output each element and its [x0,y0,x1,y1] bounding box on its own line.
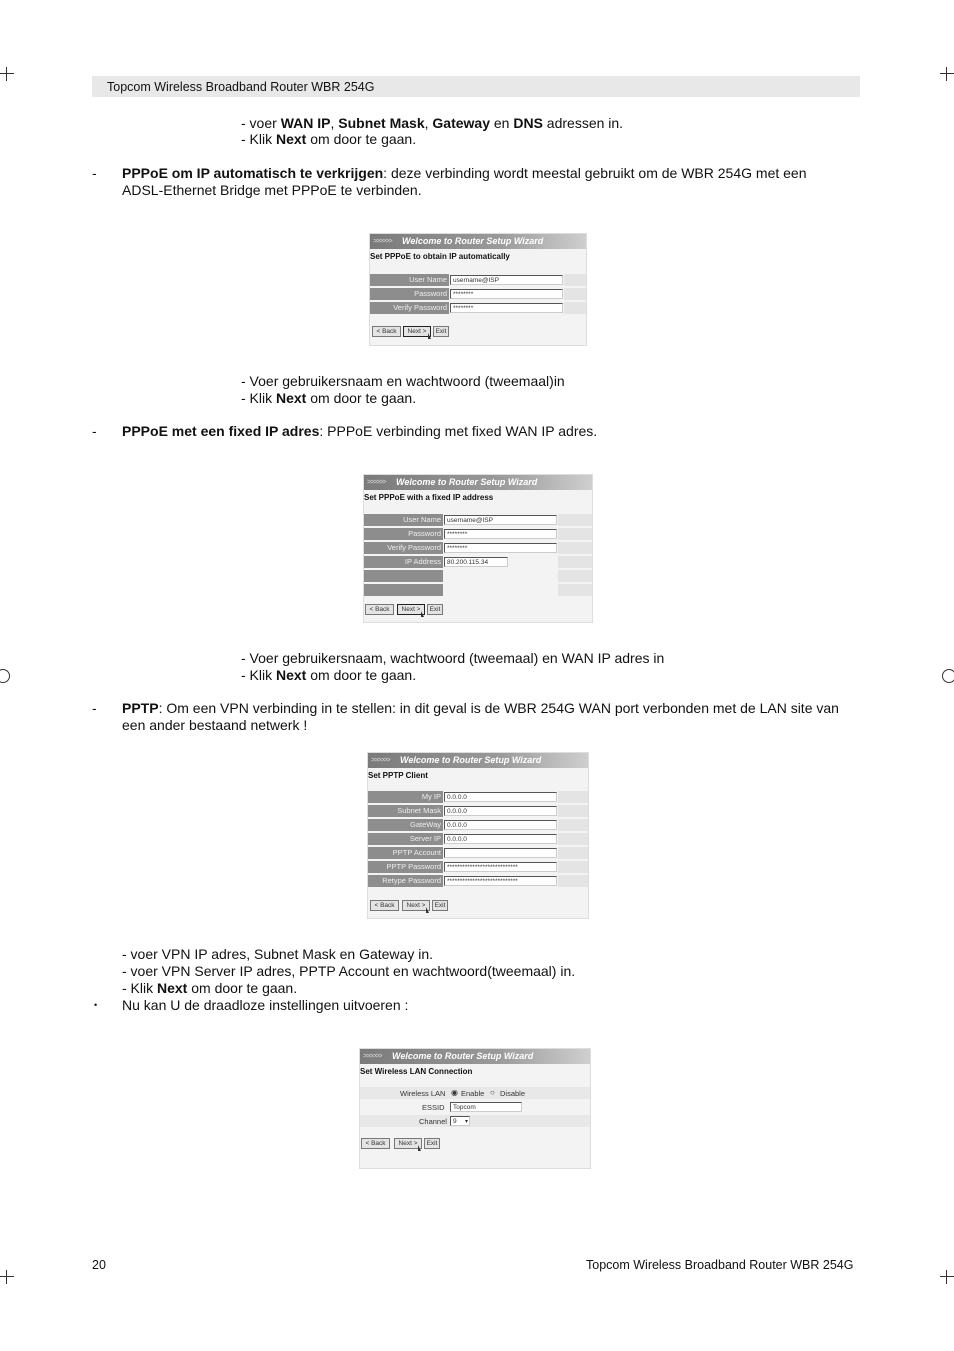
text: om door te gaan. [306,667,417,683]
empty-row [364,584,592,596]
pppoe-auto-line-1 [122,165,807,182]
field-label: IP Address [364,556,443,568]
bold-text: Next [276,667,307,683]
next-button[interactable]: Next > [402,900,430,911]
bold-text: Next [276,390,307,406]
radio-checked-icon[interactable]: ◉ [451,1088,458,1097]
empty-label [364,570,443,582]
text: om door te gaan. [306,131,417,147]
next-button[interactable]: Next > [403,326,431,337]
text: - voer [241,115,281,131]
intro-line-1 [241,115,623,132]
section-title: Set PPPoE to obtain IP automatically [370,252,510,261]
field-label: My IP [368,791,443,803]
wlan-label: Wireless LAN [400,1089,446,1098]
disable-label: Disable [500,1089,526,1098]
empty-label [364,584,443,596]
field-label: User Name [370,274,449,286]
field-label: User Name [364,514,443,526]
subnet-mask-field[interactable]: 0.0.0.0 [444,806,557,816]
wizard-banner: >>>>>> Welcome to Router Setup Wizard [370,234,586,249]
form-row [370,288,586,300]
section-title: Set Wireless LAN Connection [360,1067,473,1076]
text: - Klik [122,980,157,996]
empty-row [364,570,592,582]
radio-unchecked-icon[interactable]: ○ [490,1088,495,1097]
banner-title: Welcome to Router Setup Wizard [402,236,544,246]
server-ip-field[interactable]: 0.0.0.0 [444,834,557,844]
mouse-cursor-icon [428,333,431,339]
wireless-line: Nu kan U de draadloze instellingen uitvoeren : [122,997,409,1013]
wlan-row [360,1087,590,1099]
text: en [489,115,514,131]
pptp-after-1: - voer VPN IP adres, Subnet Mask en Gateway in. [122,946,434,962]
bold-text: Gateway [432,115,490,131]
list-bullet: • [94,1000,98,1010]
wizard-banner: >>>>>> Welcome to Router Setup Wizard [368,753,588,768]
form-row [368,833,588,845]
banner-title: Welcome to Router Setup Wizard [400,755,542,765]
text: : deze verbinding wordt meestal gebruikt om de WBR 254G met een [383,165,807,181]
text: : Om een VPN verbinding in te stellen: in dit geval is de WBR 254G WAN port verbonden met de LAN site van [158,700,839,716]
crop-mark-bottom-right [940,1270,954,1284]
bold-text: WAN IP [280,115,331,131]
retype-password-field[interactable]: **************************** [444,876,557,886]
row-filler [558,875,588,887]
bold-text: PPPoE om IP automatisch te verkrijgen [122,165,384,181]
essid-label: ESSID [422,1103,445,1112]
mouse-cursor-icon [421,611,424,617]
text: : PPPoE verbinding met fixed WAN IP adres. [319,423,598,439]
form-row [370,274,586,286]
mouse-cursor-icon [418,1145,421,1151]
bold-text: DNS [513,115,543,131]
form-row [368,819,588,831]
form-row [368,805,588,817]
back-button[interactable]: < Back [361,1138,390,1149]
my-ip-field[interactable]: 0.0.0.0 [444,792,557,802]
bold-text: PPPoE met een fixed IP adres [122,423,320,439]
exit-button[interactable]: Exit [433,326,449,337]
list-dash: - [92,165,97,181]
text: - Klik [241,667,276,683]
section-title: Set PPTP Client [368,771,428,780]
field-label: GateWay [368,819,443,831]
page-header [92,76,860,97]
row-filler [558,791,588,803]
screenshot-pppoe-fixed [363,474,593,623]
registration-mark-right [942,669,954,683]
row-filler [558,805,588,817]
field-label: Server IP [368,833,443,845]
pptp-password-field[interactable]: **************************** [444,862,557,872]
pppoe-auto-after-2 [241,390,416,407]
field-label: Retype Password [368,875,443,887]
pptp-line-2: een ander bestaand netwerk ! [122,717,308,733]
form-row [368,875,588,887]
field-label: Verify Password [370,302,449,314]
list-dash: - [92,700,97,716]
text: , [424,115,433,131]
pptp-account-field[interactable] [444,848,557,858]
field-label: PPTP Account [368,847,443,859]
bold-text: PPTP [122,700,159,716]
row-filler [564,274,586,286]
field-label: Password [364,528,443,540]
ip-address-field[interactable]: 80.200.115.34 [444,557,508,567]
channel-select[interactable] [450,1116,470,1126]
text: om door te gaan. [187,980,298,996]
row-filler [558,570,592,582]
channel-value: 9 [453,1118,457,1125]
form-row [364,556,592,568]
bold-text: Next [157,980,188,996]
gateway-field[interactable]: 0.0.0.0 [444,820,557,830]
list-dash: - [92,423,97,439]
crop-mark-top-right [940,67,954,81]
screenshot-pptp-client [367,752,589,919]
back-button[interactable]: < Back [365,604,394,615]
row-filler [564,302,586,314]
pptp-after-2: - voer VPN Server IP adres, PPTP Account en wachtwoord(tweemaal) in. [122,963,576,979]
field-label: Subnet Mask [368,805,443,817]
row-filler [558,528,592,540]
row-filler [558,514,592,526]
field-label: Password [370,288,449,300]
form-row [364,528,592,540]
password-field[interactable]: ******** [450,289,563,299]
row-filler [558,819,588,831]
banner-title: Welcome to Router Setup Wizard [396,477,538,487]
banner-title: Welcome to Router Setup Wizard [392,1051,534,1061]
screenshot-pppoe-auto [369,233,587,346]
bold-text: Next [276,131,307,147]
text: - Klik [241,131,276,147]
row-filler [558,542,592,554]
text: adressen in. [542,115,624,131]
next-button[interactable]: Next > [394,1138,422,1149]
verify-password-field[interactable]: ******** [450,303,563,313]
exit-button[interactable]: Exit [424,1138,440,1149]
verify-password-field[interactable]: ******** [444,543,557,553]
field-label: Verify Password [364,542,443,554]
channel-label: Channel [419,1117,447,1126]
back-button[interactable]: < Back [370,900,399,911]
row-filler [558,833,588,845]
channel-row [360,1115,590,1127]
essid-field[interactable]: Topcom [450,1102,522,1112]
text: - Klik [241,390,276,406]
text: om door te gaan. [306,390,417,406]
section-title: Set PPPoE with a fixed IP address [364,493,494,502]
back-button[interactable]: < Back [372,326,401,337]
row-filler [558,584,592,596]
row-filler [558,861,588,873]
pppoe-auto-line-2: ADSL-Ethernet Bridge met PPPoE te verbinden. [122,182,422,198]
screenshot-wireless-lan [359,1048,591,1169]
field-label: PPTP Password [368,861,443,873]
crop-mark-top-left [0,67,14,81]
row-filler [558,847,588,859]
form-row [368,847,588,859]
bold-text: Subnet Mask [338,115,425,131]
mouse-cursor-icon [426,907,429,913]
form-row [364,542,592,554]
form-row [368,861,588,873]
enable-label: Enable [461,1089,485,1098]
intro-line-2 [241,131,416,148]
pptp-line-1 [122,700,839,717]
row-filler [564,288,586,300]
text: , [330,115,339,131]
exit-button[interactable]: Exit [427,604,443,615]
essid-row [360,1101,590,1113]
form-row [364,514,592,526]
username-field[interactable]: username@ISP [450,275,563,285]
wizard-banner: >>>>>> Welcome to Router Setup Wizard [360,1049,590,1064]
username-field[interactable]: username@ISP [444,515,557,525]
page-number: 20 [92,1258,106,1272]
chevron-down-icon: ▾ [464,1119,468,1125]
pppoe-fixed-line [122,423,597,440]
pppoe-fixed-after-1: - Voer gebruikersnaam, wachtwoord (tweemaal) en WAN IP adres in [241,650,665,666]
row-filler [558,556,592,568]
exit-button[interactable]: Exit [432,900,448,911]
footer-title: Topcom Wireless Broadband Router WBR 254G [586,1258,854,1272]
registration-mark-left [0,669,10,683]
header-title: Topcom Wireless Broadband Router WBR 254G [107,80,375,94]
form-row [368,791,588,803]
pptp-after-3 [122,980,297,997]
crop-mark-bottom-left [0,1270,14,1284]
form-row [370,302,586,314]
password-field[interactable]: ******** [444,529,557,539]
wizard-banner: >>>>>> Welcome to Router Setup Wizard [364,475,592,490]
pppoe-fixed-after-2 [241,667,416,684]
pppoe-auto-after-1: - Voer gebruikersnaam en wachtwoord (tweemaal)in [241,373,565,389]
next-button[interactable]: Next > [397,604,425,615]
